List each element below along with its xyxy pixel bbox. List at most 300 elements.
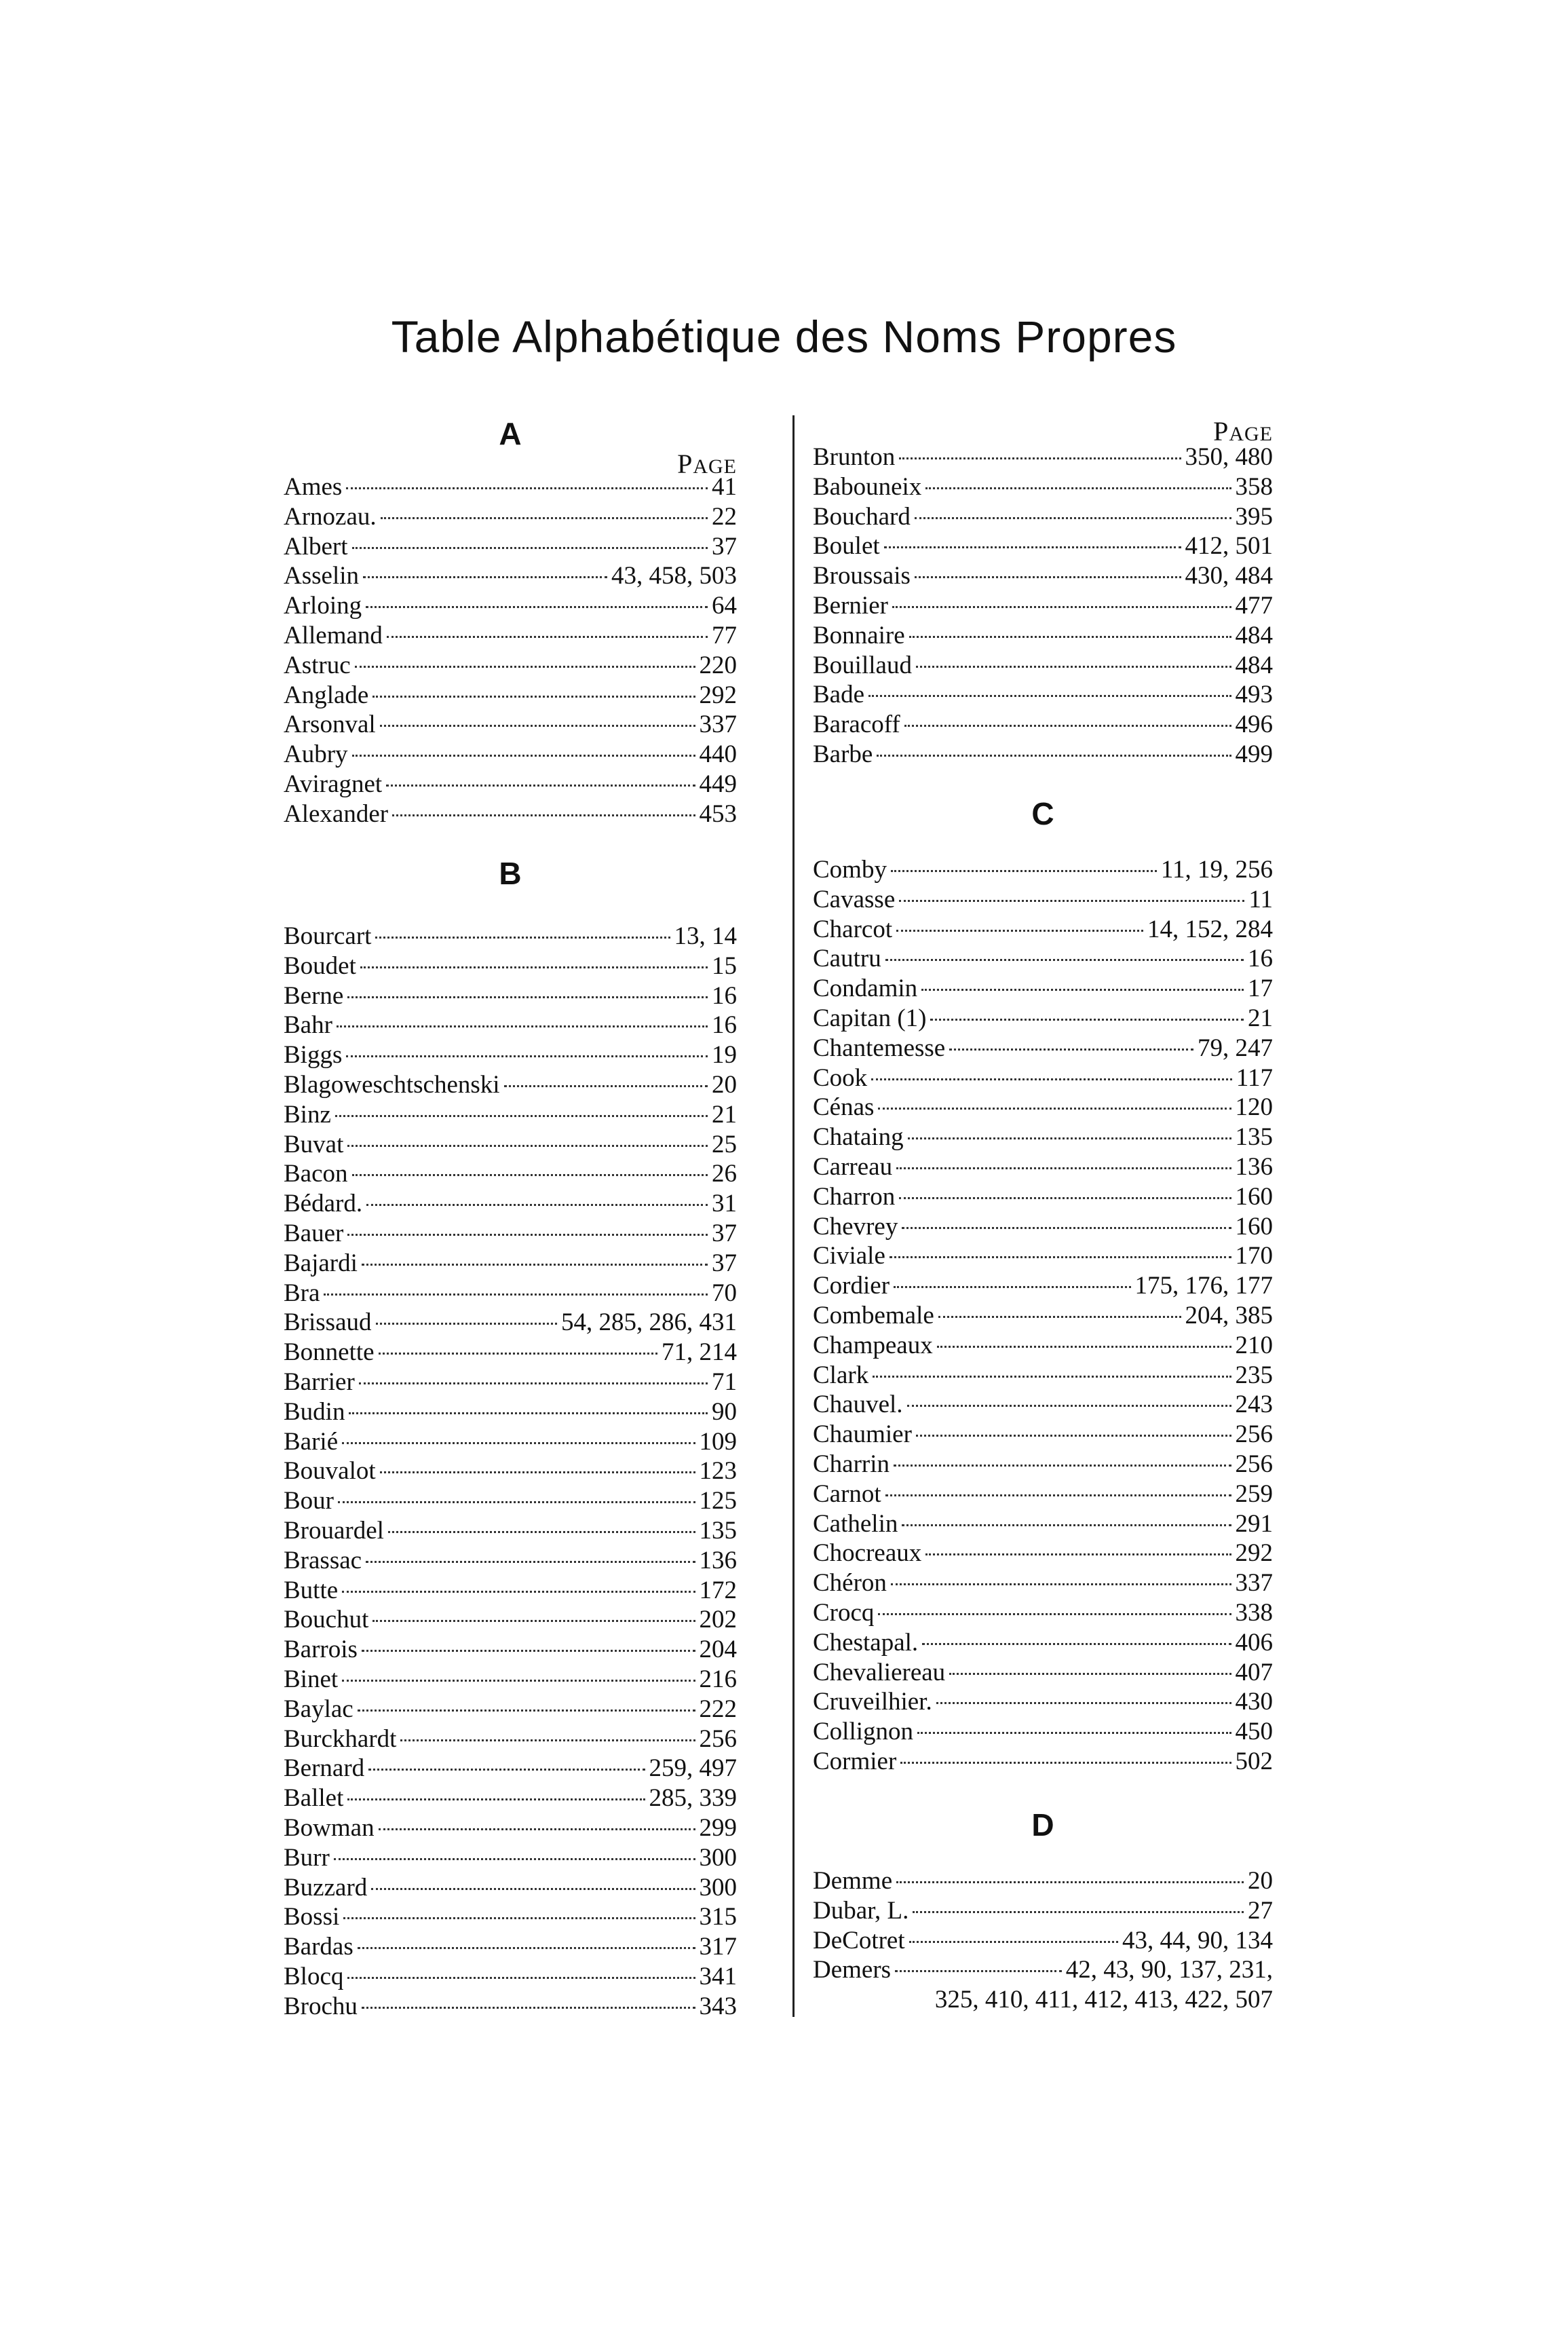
entry-name: Cautru <box>813 945 881 973</box>
entry-pages: 123 <box>699 1457 737 1486</box>
list-item <box>813 1301 1273 1331</box>
dot-leader <box>894 1465 1231 1467</box>
entry-name: Butte <box>284 1576 339 1604</box>
list-item <box>813 1687 1273 1717</box>
list-item <box>284 1011 737 1040</box>
entry-pages: 430, 484 <box>1185 562 1273 590</box>
entry-pages: 15 <box>712 951 737 980</box>
entry-pages: 27 <box>1248 1896 1273 1925</box>
entry-name: Bade <box>813 681 865 709</box>
dot-leader <box>930 1019 1244 1021</box>
dot-leader <box>392 814 695 816</box>
entry-pages: 341 <box>699 1962 737 1990</box>
list-item <box>813 1152 1273 1182</box>
list-item <box>813 1390 1273 1420</box>
list-item <box>284 1665 737 1695</box>
list-item <box>284 1873 737 1903</box>
dot-leader <box>871 1078 1232 1080</box>
entry-name: Chestapal. <box>813 1628 919 1657</box>
entry-name: Bédard. <box>284 1190 363 1218</box>
entry-name: Arsonval <box>284 711 376 739</box>
entry-pages: 300 <box>699 1843 737 1872</box>
dot-leader <box>909 1941 1118 1943</box>
list-item <box>284 1783 737 1813</box>
list-item <box>813 855 1273 885</box>
dot-leader <box>335 1115 708 1117</box>
list-item <box>813 1212 1273 1242</box>
entry-pages: 43, 44, 90, 134 <box>1122 1926 1273 1954</box>
entry-name: Charrin <box>813 1450 890 1478</box>
list-item <box>284 1070 737 1100</box>
entry-pages: 430 <box>1235 1688 1273 1716</box>
entry-name: Dubar, L. <box>813 1896 909 1925</box>
list-item <box>284 1456 737 1486</box>
entry-pages: 285, 339 <box>649 1784 737 1813</box>
entry-pages: 499 <box>1235 740 1273 768</box>
entry-pages: 256 <box>1235 1420 1273 1449</box>
entry-name: Chevrey <box>813 1212 898 1241</box>
list-item <box>284 951 737 981</box>
column-divider <box>792 415 795 2017</box>
entry-name: Brassac <box>284 1546 362 1574</box>
entry-pages: 477 <box>1235 591 1273 620</box>
entry-pages: 70 <box>712 1279 737 1307</box>
entry-name: Comby <box>813 856 887 884</box>
entry-pages: 450 <box>1235 1718 1273 1746</box>
list-item <box>813 1479 1273 1509</box>
dot-leader <box>909 636 1231 638</box>
dot-leader <box>899 1197 1231 1199</box>
entry-pages: 37 <box>712 532 737 561</box>
entry-pages: 210 <box>1235 1331 1273 1359</box>
dot-leader <box>368 1769 645 1771</box>
entry-name: Budin <box>284 1397 345 1426</box>
dot-leader <box>902 1524 1231 1526</box>
entry-name: Bernard <box>284 1754 365 1783</box>
page-title: Table Alphabétique des Noms Propres <box>391 311 1177 362</box>
dot-leader <box>381 517 708 519</box>
entry-pages: 315 <box>699 1903 737 1931</box>
dot-leader <box>347 1234 708 1236</box>
entry-name: Burckhardt <box>284 1724 397 1753</box>
entry-name: Burr <box>284 1843 330 1872</box>
list-item <box>284 1040 737 1070</box>
entry-pages: 338 <box>1235 1598 1273 1627</box>
entry-name: Chéron <box>813 1569 887 1598</box>
entry-name: Cénas <box>813 1093 875 1122</box>
dot-leader <box>885 1494 1231 1496</box>
list-item <box>284 1546 737 1576</box>
entry-pages: 449 <box>699 770 737 798</box>
list-item <box>284 1695 737 1724</box>
entry-pages: 21 <box>712 1100 737 1129</box>
entry-pages: 216 <box>699 1665 737 1693</box>
list-item <box>284 1219 737 1249</box>
entry-name: Ames <box>284 473 343 501</box>
list-item <box>813 1598 1273 1628</box>
entry-pages: 42, 43, 90, 137, 231, <box>1065 1956 1273 1984</box>
entry-pages: 337 <box>699 711 737 739</box>
dot-leader <box>896 930 1143 932</box>
list-item <box>284 1724 737 1754</box>
entry-pages: 77 <box>712 621 737 649</box>
entry-name: Bahr <box>284 1011 332 1040</box>
entry-name: Bouillaud <box>813 651 912 679</box>
dot-leader <box>342 1591 695 1593</box>
dot-leader <box>949 1049 1193 1051</box>
entry-pages: 71 <box>712 1367 737 1396</box>
dot-leader <box>878 1613 1231 1615</box>
entry-pages: 26 <box>712 1160 737 1188</box>
entry-name: Carnot <box>813 1479 881 1508</box>
entry-name: Civiale <box>813 1242 885 1270</box>
list-item <box>284 799 737 829</box>
entry-pages: 292 <box>1235 1539 1273 1568</box>
dot-leader <box>347 1798 645 1800</box>
list-item <box>813 1628 1273 1658</box>
entry-name: Arnozau. <box>284 502 377 531</box>
dot-leader <box>342 1442 695 1444</box>
list-item <box>284 1159 737 1189</box>
entry-name: Brouardel <box>284 1516 384 1545</box>
section-letter-d: D <box>1031 1807 1054 1843</box>
entry-pages: 41 <box>712 473 737 501</box>
dot-leader <box>922 1643 1231 1645</box>
dot-leader <box>347 1977 695 1979</box>
entry-name: Cook <box>813 1063 868 1092</box>
list-item <box>813 680 1273 710</box>
section-letter-b: B <box>499 856 522 891</box>
list-item <box>284 561 737 591</box>
entry-pages: 317 <box>699 1933 737 1961</box>
list-item <box>813 1926 1273 1956</box>
dot-leader <box>884 546 1181 548</box>
dot-leader <box>362 1650 695 1652</box>
list-item <box>813 1450 1273 1479</box>
entry-name: Bowman <box>284 1813 375 1842</box>
dot-leader <box>899 900 1244 902</box>
entry-pages: 43, 458, 503 <box>611 562 737 590</box>
dot-leader <box>376 1323 558 1325</box>
list-item <box>284 1338 737 1367</box>
list-item <box>284 1130 737 1160</box>
dot-leader <box>349 1412 708 1414</box>
dot-leader <box>921 989 1244 991</box>
list-item <box>284 770 737 799</box>
entry-name: Brunton <box>813 443 896 471</box>
entry-name: Bajardi <box>284 1249 358 1277</box>
entry-pages: 175, 176, 177 <box>1134 1272 1273 1300</box>
entry-pages: 204 <box>699 1636 737 1664</box>
entry-name: Chataing <box>813 1123 904 1152</box>
dot-leader <box>359 1382 708 1384</box>
dot-leader <box>386 785 695 787</box>
entry-name: Carreau <box>813 1152 893 1181</box>
list-item <box>284 532 737 562</box>
list-item <box>813 915 1273 945</box>
entry-name: Bourcart <box>284 922 372 950</box>
list-item <box>813 710 1273 740</box>
section-b-continued-list <box>813 442 1273 770</box>
entry-name: Blagoweschtschenski <box>284 1070 500 1099</box>
dot-leader <box>925 487 1231 489</box>
list-item <box>284 1279 737 1308</box>
list-item <box>813 1420 1273 1450</box>
dot-leader <box>375 937 670 939</box>
entry-name: Chantemesse <box>813 1034 946 1062</box>
dot-leader <box>352 1174 708 1176</box>
list-item <box>284 1308 737 1338</box>
list-item <box>813 1093 1273 1122</box>
entry-pages: 337 <box>1235 1569 1273 1598</box>
entry-name: Babouneix <box>813 472 922 501</box>
dot-leader <box>372 696 695 698</box>
entry-name: Biggs <box>284 1041 343 1070</box>
entry-pages: 453 <box>699 799 737 828</box>
dot-leader <box>347 996 708 998</box>
entry-pages: 14, 152, 284 <box>1147 915 1273 943</box>
entry-name: Allemand <box>284 621 383 649</box>
entry-name: DeCotret <box>813 1926 905 1954</box>
dot-leader <box>372 1620 695 1622</box>
entry-pages: 292 <box>699 681 737 709</box>
entry-name: Anglade <box>284 681 369 709</box>
list-item <box>284 740 737 770</box>
entry-pages: 25 <box>712 1130 737 1158</box>
dot-leader <box>324 1293 708 1296</box>
entry-name: Bouvalot <box>284 1457 376 1486</box>
list-item <box>284 1813 737 1843</box>
entry-pages: 440 <box>699 740 737 769</box>
entry-name: Barrois <box>284 1636 358 1664</box>
entry-name: Charcot <box>813 915 893 943</box>
entry-name: Binz <box>284 1100 331 1129</box>
list-item <box>284 621 737 651</box>
entry-pages: 172 <box>699 1576 737 1604</box>
entry-pages: 64 <box>712 592 737 620</box>
list-item <box>813 1004 1273 1034</box>
entry-name: Cathelin <box>813 1509 898 1538</box>
section-d-list <box>813 1866 1273 1985</box>
dot-leader <box>346 487 708 489</box>
entry-name: Combemale <box>813 1301 934 1329</box>
dot-leader <box>358 1947 695 1949</box>
dot-leader <box>904 725 1231 727</box>
entry-name: Ballet <box>284 1784 344 1813</box>
entry-pages: 496 <box>1235 711 1273 739</box>
list-item <box>284 1189 737 1219</box>
dot-leader <box>907 1405 1231 1407</box>
dot-leader <box>379 1828 695 1830</box>
entry-pages: 79, 247 <box>1198 1034 1273 1062</box>
entry-pages: 170 <box>1235 1242 1273 1270</box>
entry-pages: 299 <box>699 1813 737 1842</box>
entry-pages: 120 <box>1235 1093 1273 1122</box>
list-item <box>813 1182 1273 1212</box>
list-item <box>284 1962 737 1992</box>
entry-name: Chaumier <box>813 1420 912 1449</box>
dot-leader <box>342 1680 695 1682</box>
list-item <box>813 531 1273 561</box>
entry-name: Crocq <box>813 1598 875 1627</box>
list-item <box>813 1122 1273 1152</box>
dot-leader <box>343 1917 695 1919</box>
entry-name: Aubry <box>284 740 348 769</box>
entry-name: Cordier <box>813 1272 890 1300</box>
entry-pages: 350, 480 <box>1185 443 1273 471</box>
list-item <box>813 1896 1273 1926</box>
entry-pages: 300 <box>699 1873 737 1902</box>
list-item <box>284 1576 737 1606</box>
list-item <box>813 1955 1273 1985</box>
dot-leader <box>379 1353 657 1355</box>
list-item <box>813 442 1273 472</box>
entry-pages: 222 <box>699 1695 737 1723</box>
dot-leader <box>896 1167 1231 1169</box>
entry-name: Demme <box>813 1867 893 1895</box>
entry-name: Bacon <box>284 1160 348 1188</box>
list-item-continuation <box>813 1985 1273 2015</box>
list-item <box>284 1516 737 1546</box>
entry-pages: 484 <box>1235 621 1273 649</box>
entry-pages: 160 <box>1235 1212 1273 1241</box>
list-item <box>813 1034 1273 1063</box>
entry-name: Cavasse <box>813 885 896 913</box>
entry-pages: 109 <box>699 1427 737 1456</box>
entry-pages: 136 <box>1235 1152 1273 1181</box>
entry-pages: 325, 410, 411, 412, 413, 422, 507 <box>934 1986 1273 2014</box>
list-item <box>284 922 737 951</box>
entry-name: Chevaliereau <box>813 1658 946 1686</box>
entry-name: Bonnaire <box>813 621 905 649</box>
entry-pages: 16 <box>712 1011 737 1040</box>
entry-pages: 20 <box>1248 1867 1273 1895</box>
dot-leader <box>387 636 708 638</box>
entry-name: Chocreaux <box>813 1539 922 1568</box>
entry-name: Asselin <box>284 562 359 590</box>
dot-leader <box>358 1710 695 1712</box>
section-c-list <box>813 855 1273 1777</box>
list-item <box>813 591 1273 621</box>
page-column-header: PAGE <box>1213 416 1273 447</box>
dot-leader <box>916 666 1231 668</box>
entry-pages: 54, 285, 286, 431 <box>561 1308 737 1337</box>
entry-name: Astruc <box>284 651 351 679</box>
dot-leader <box>360 966 708 968</box>
list-item <box>813 1568 1273 1598</box>
dot-leader <box>936 1702 1231 1704</box>
list-item <box>284 1932 737 1962</box>
entry-name: Baylac <box>284 1695 353 1723</box>
entry-pages: 11 <box>1248 885 1273 913</box>
list-item <box>813 472 1273 502</box>
entry-name: Binet <box>284 1665 339 1693</box>
entry-pages: 37 <box>712 1219 737 1247</box>
entry-pages: 22 <box>712 502 737 531</box>
list-item <box>813 1717 1273 1747</box>
entry-name: Bonnette <box>284 1338 375 1367</box>
dot-leader <box>890 1256 1231 1258</box>
dot-leader <box>896 1881 1244 1883</box>
entry-pages: 291 <box>1235 1509 1273 1538</box>
entry-pages: 412, 501 <box>1185 532 1273 561</box>
entry-name: Buvat <box>284 1130 344 1158</box>
entry-pages: 484 <box>1235 651 1273 679</box>
section-b-list <box>284 922 737 2021</box>
dot-leader <box>891 1583 1231 1585</box>
dot-leader <box>366 1561 695 1563</box>
entry-name: Bour <box>284 1487 334 1515</box>
entry-pages: 160 <box>1235 1182 1273 1211</box>
list-item <box>284 1100 737 1130</box>
dot-leader <box>894 1286 1130 1288</box>
list-item <box>284 681 737 711</box>
entry-name: Barrier <box>284 1367 355 1396</box>
entry-name: Condamin <box>813 975 918 1003</box>
list-item <box>813 1658 1273 1688</box>
dot-leader <box>892 606 1231 608</box>
entry-name: Alexander <box>284 799 389 828</box>
list-item <box>284 591 737 621</box>
entry-pages: 19 <box>712 1041 737 1070</box>
entry-pages: 17 <box>1248 975 1273 1003</box>
dot-leader <box>380 1471 695 1473</box>
list-item <box>813 1241 1273 1271</box>
list-item <box>813 1271 1273 1301</box>
dot-leader <box>338 1501 695 1503</box>
list-item <box>284 1249 737 1279</box>
list-item <box>813 974 1273 1004</box>
dot-leader <box>363 576 607 578</box>
entry-name: Brochu <box>284 1992 358 2020</box>
entry-pages: 13, 14 <box>674 922 737 950</box>
entry-name: Berne <box>284 981 344 1010</box>
entry-name: Collignon <box>813 1718 914 1746</box>
list-item <box>813 1509 1273 1539</box>
list-item <box>813 1331 1273 1361</box>
dot-leader <box>352 755 695 757</box>
entry-pages: 407 <box>1235 1658 1273 1686</box>
entry-pages: 406 <box>1235 1628 1273 1657</box>
dot-leader <box>938 1316 1181 1318</box>
entry-name: Boudet <box>284 951 356 980</box>
entry-name: Blocq <box>284 1962 344 1990</box>
entry-name: Brissaud <box>284 1308 372 1337</box>
entry-name: Bra <box>284 1279 320 1307</box>
dot-leader <box>366 1204 708 1206</box>
entry-pages: 235 <box>1235 1361 1273 1389</box>
entry-pages: 117 <box>1236 1063 1273 1092</box>
entry-pages: 256 <box>699 1724 737 1753</box>
entry-name: Bardas <box>284 1933 353 1961</box>
entry-pages: 358 <box>1235 472 1273 501</box>
page-column-header: PAGE <box>677 449 737 479</box>
list-item <box>813 651 1273 681</box>
entry-name: Boulet <box>813 532 880 561</box>
dot-leader <box>347 1145 708 1147</box>
dot-leader <box>868 695 1231 697</box>
section-letter-c: C <box>1031 796 1054 831</box>
dot-leader <box>504 1085 708 1087</box>
entry-pages: 220 <box>699 651 737 679</box>
dot-leader <box>902 1227 1231 1229</box>
entry-name: Bouchut <box>284 1606 369 1634</box>
dot-leader <box>337 1025 708 1027</box>
list-item <box>813 561 1273 591</box>
entry-pages: 256 <box>1235 1450 1273 1478</box>
list-item <box>284 472 737 502</box>
list-item <box>284 1397 737 1427</box>
